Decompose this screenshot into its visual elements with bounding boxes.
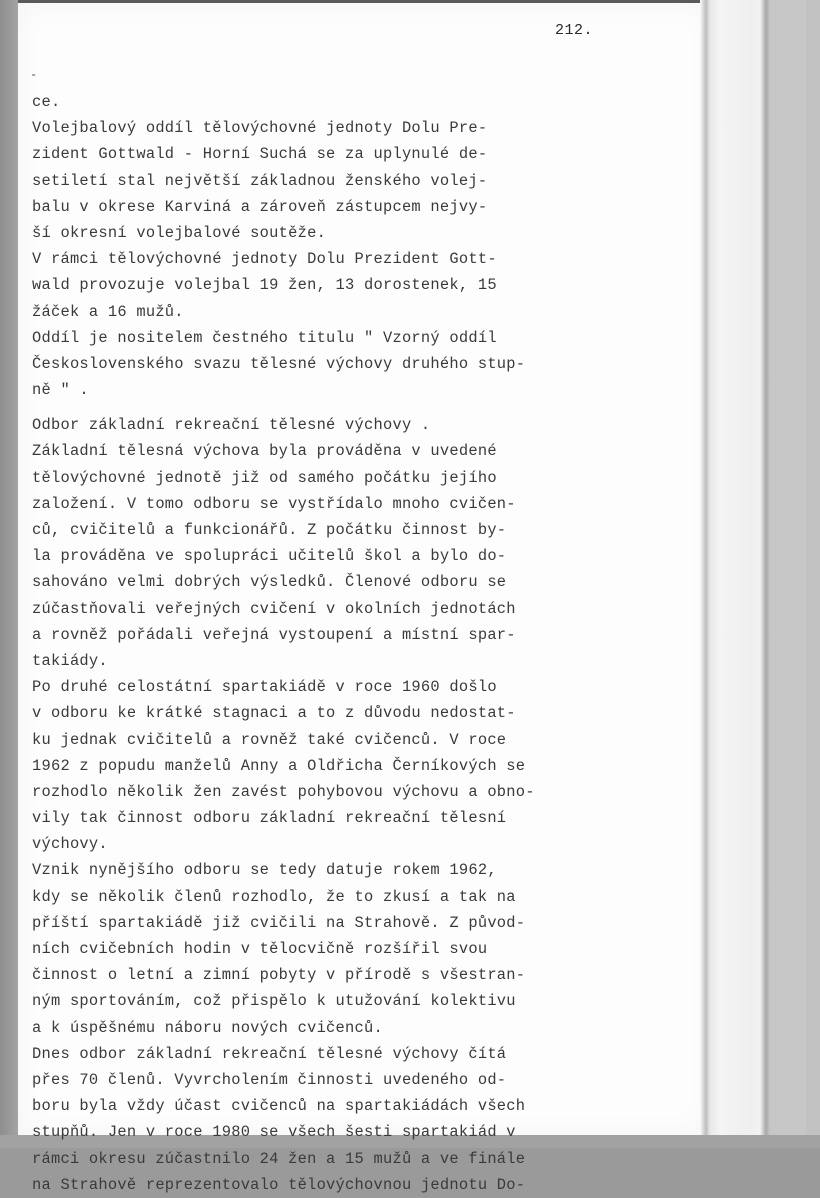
text-line: vily tak činnost odboru základní rekreační tělesní (32, 809, 507, 828)
text-line: ců, cvičitelů a funkcionářů. Z počátku činnost by- (32, 521, 507, 539)
text-line: V rámci tělovýchovné jednoty Dolu Prezident Gott- (32, 250, 497, 269)
text-line: Odbor základní rekreační tělesné výchovy . (32, 416, 431, 435)
page-binding (700, 0, 810, 1140)
text-line: Dnes odbor základní rekreační tělesné výchovy čítá (32, 1044, 507, 1063)
text-line: kdy se několik členů rozhodlo, že to zkusí a tak na (32, 887, 516, 906)
text-line: příští spartakiádě již cvičili na Strahově. Z původ- (32, 913, 526, 932)
text-line: stupňů. Jen v roce 1980 se všech šesti spartakiád v (32, 1123, 516, 1142)
text-line: boru byla vždy účast cvičenců na spartakiádách všech (32, 1097, 526, 1116)
text-line: tělovýchovné jednotě již od samého počátku jejího (32, 468, 497, 487)
text-line: ší okresní volejbalové soutěže. (32, 223, 327, 242)
text-line: takiády. (32, 651, 108, 670)
text-line: zident Gottwald - Horní Suchá se za uplynulé de- (32, 145, 488, 164)
text-line: wald provozuje volejbal 19 žen, 13 dorostenek, 15 (32, 276, 497, 295)
text-line: ce. (32, 93, 61, 111)
text-line: Základní tělesná výchova byla prováděna v uvedené (32, 442, 497, 461)
text-line: Oddíl je nositelem čestného titulu " Vzorný oddíl (32, 328, 497, 347)
text-line: založení. V tomo odboru se vystřídalo mnoho cvičen- (32, 494, 516, 513)
text-line: výchovy. (32, 835, 108, 854)
text-line: Volejbalový oddíl tělovýchovné jednoty Dolu Pre- (32, 119, 488, 138)
scan-left-edge (0, 0, 18, 1148)
text-line: na Strahově reprezentovalo tělovýchovnou jednotu Do- (32, 1175, 526, 1194)
text-line: ních cvičebních hodin v tělocvičně rozšířil svou (32, 940, 488, 958)
text-line: balu v okrese Karviná a zároveň zástupcem nejvy- (32, 197, 488, 216)
text-line: ně " . (32, 381, 89, 400)
text-line: setiletí stal největší základnou ženského volej- (32, 171, 488, 190)
text-line: a rovněž pořádali veřejná vystoupení a místní spar- (32, 625, 516, 644)
text-line: zúčastňovali veřejných cvičení v okolních jednotách (32, 599, 516, 618)
stray-mark: - (30, 68, 38, 82)
text-line: rámci okresu zúčastnilo 24 žen a 15 mužů a ve finále (32, 1149, 526, 1168)
text-line: ku jednak cvičitelů a rovněž také cvičenců. V roce (32, 730, 507, 749)
text-line: žáček a 16 mužů. (32, 302, 184, 321)
text-line: v odboru ke krátké stagnaci a to z důvodu nedostat- (32, 704, 516, 723)
text-line: 1962 z popudu manželů Anny a Oldřicha Černíkových se (32, 756, 526, 775)
text-line: přes 70 členů. Vyvrcholením činnosti uvedeného od- (32, 1070, 507, 1089)
text-line: ným sportováním, což přispělo k utužování kolektivu (32, 992, 516, 1011)
typewritten-text (32, 89, 602, 1198)
text-line: Vznik nynějšího odboru se tedy datuje rokem 1962, (32, 861, 497, 880)
text-line: Československého svazu tělesné výchovy druhého stup- (32, 354, 526, 373)
text-line: činnost o letní a zimní pobyty v přírodě s všestran- (32, 966, 526, 985)
text-line: sahováno velmi dobrých výsledků. Členové odboru se (32, 573, 507, 592)
scan-right-edge (806, 0, 820, 1148)
text-line: a k úspěšnému náboru nových cvičenců. (32, 1018, 383, 1037)
text-line: Po druhé celostátní spartakiádě v roce 1960 došlo (32, 678, 497, 697)
text-line: rozhodlo několik žen zavést pohybovou výchovu a obno- (32, 782, 535, 801)
text-line: la prováděna ve spolupráci učitelů škol a bylo do- (32, 547, 507, 566)
page-number: 212. (555, 22, 594, 39)
